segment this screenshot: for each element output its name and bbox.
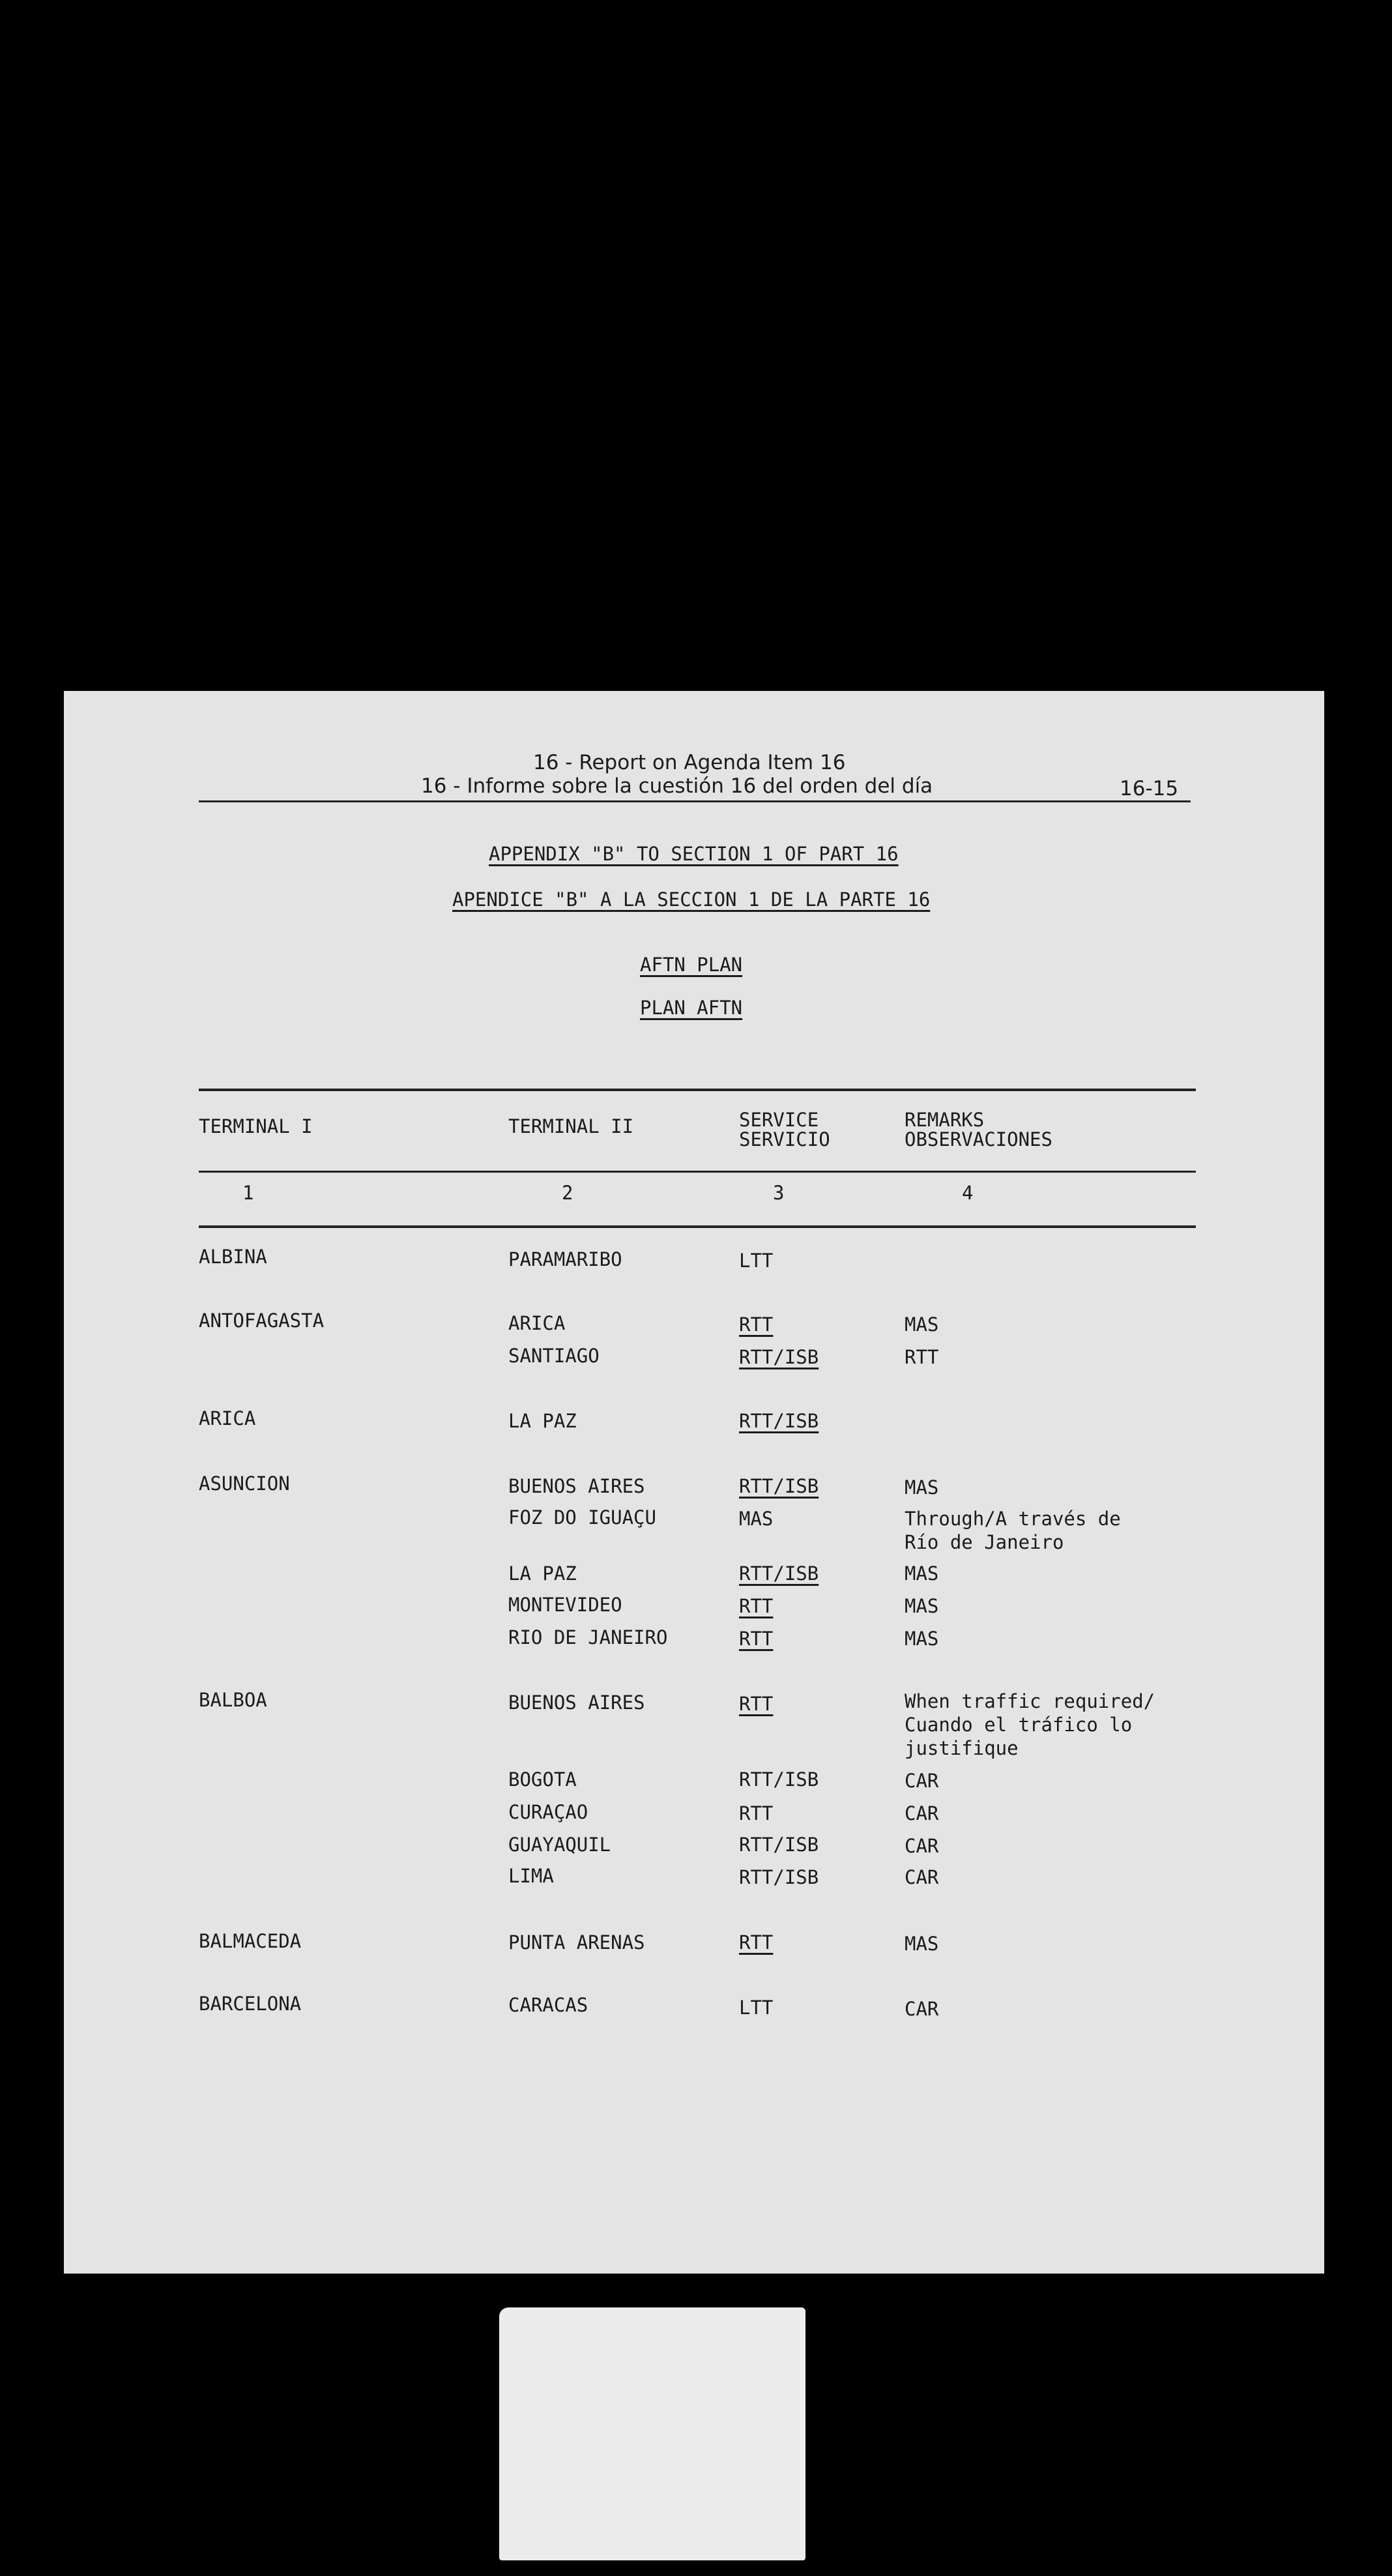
table-row-terminal-2: PUNTA ARENAS [508,1931,645,1954]
table-row-terminal-2: RIO DE JANEIRO [508,1626,668,1648]
appendix-title-spanish: APENDICE "B" A LA SECCION 1 DE LA PARTE 16 [452,888,931,911]
column-number-2: 2 [562,1182,573,1204]
table-row-remarks: MAS [905,1628,939,1650]
table-row-terminal-2: LA PAZ [508,1410,577,1432]
table-row-service: LTT [739,1997,774,2019]
table-row-remarks: MAS [905,1933,939,1955]
table-row-service: RTT/ISB [739,1834,819,1856]
table-row-service: RTT/ISB [739,1562,819,1585]
table-header-rule [199,1171,1196,1173]
table-row-remarks: RTT [905,1346,939,1368]
table-row-remarks: CAR [905,1866,939,1888]
blank-card [499,2307,805,2560]
column-header-remarks: REMARKS [905,1109,985,1131]
plan-title-spanish: PLAN AFTN [640,997,743,1019]
table-row-remarks: Through/A través de [905,1508,1121,1530]
table-row-terminal-1: ASUNCION [199,1472,290,1495]
column-header-terminal-1: TERMINAL I [199,1115,313,1137]
column-number-1: 1 [242,1182,254,1204]
column-number-4: 4 [962,1182,974,1204]
table-row-service: RTT [739,1931,774,1954]
table-row-terminal-2: LIMA [508,1865,554,1887]
table-row-terminal-2: BUENOS AIRES [508,1691,645,1714]
table-row-terminal-1: ALBINA [199,1246,267,1268]
table-row-service: RTT/ISB [739,1346,819,1368]
table-row-terminal-2: GUAYAQUIL [508,1834,611,1856]
table-row-terminal-2: FOZ DO IGUAÇU [508,1506,656,1529]
column-header-service: SERVICE [739,1109,819,1131]
table-row-remarks: CAR [905,1835,939,1857]
column-header-remarks-es: OBSERVACIONES [905,1128,1052,1150]
table-row-remarks-line-2: Cuando el tráfico lo [905,1714,1133,1736]
table-row-terminal-1: BARCELONA [199,1993,302,2015]
table-row-service: RTT [739,1313,774,1336]
table-row-terminal-2: SANTIAGO [508,1345,600,1367]
table-row-terminal-1: BALMACEDA [199,1930,302,1952]
table-row-service: RTT/ISB [739,1866,819,1888]
table-row-remarks: When traffic required/ [905,1690,1155,1712]
column-header-terminal-2: TERMINAL II [508,1115,634,1137]
table-row-remarks: MAS [905,1313,939,1336]
table-row-remarks-line-3: justifique [905,1737,1019,1759]
table-row-remarks: CAR [905,1770,939,1792]
appendix-title-english: APPENDIX "B" TO SECTION 1 OF PART 16 [489,843,899,865]
table-row-terminal-1: ANTOFAGASTA [199,1310,325,1332]
table-number-rule [199,1225,1196,1228]
table-row-terminal-2: CARACAS [508,1994,588,2016]
header-rule [199,800,1191,802]
table-row-service: RTT [739,1595,774,1617]
plan-title-english: AFTN PLAN [640,954,743,976]
table-row-remarks: CAR [905,1998,939,2020]
column-header-service-es: SERVICIO [739,1128,830,1150]
table-top-rule [199,1089,1196,1091]
table-row-terminal-2: BUENOS AIRES [508,1475,645,1497]
table-row-service: LTT [739,1250,774,1272]
table-row-remarks: MAS [905,1476,939,1499]
table-row-remarks-line-2: Río de Janeiro [905,1531,1064,1553]
header-line-spanish: 16 - Informe sobre la cuestión 16 del orden del día [421,774,933,798]
table-row-service: RTT/ISB [739,1410,819,1432]
table-row-terminal-2: BOGOTA [508,1768,577,1791]
table-row-service: RTT/ISB [739,1768,819,1791]
table-row-terminal-2: PARAMARIBO [508,1248,622,1270]
page-number: 16-15 [1120,777,1179,800]
table-row-remarks: CAR [905,1802,939,1824]
table-row-service: RTT [739,1802,774,1824]
table-row-terminal-1: ARICA [199,1407,256,1429]
table-row-terminal-2: LA PAZ [508,1562,577,1585]
column-number-3: 3 [773,1182,785,1204]
table-row-terminal-2: ARICA [508,1312,566,1334]
table-row-terminal-2: CURAÇAO [508,1801,588,1823]
table-row-service: RTT/ISB [739,1475,819,1497]
table-row-remarks: MAS [905,1595,939,1617]
table-row-service: RTT [739,1693,774,1715]
table-row-terminal-2: MONTEVIDEO [508,1594,622,1616]
table-row-service: MAS [739,1508,774,1530]
table-row-service: RTT [739,1628,774,1650]
table-row-remarks: MAS [905,1562,939,1585]
header-line-english: 16 - Report on Agenda Item 16 [533,751,846,774]
table-row-terminal-1: BALBOA [199,1689,267,1711]
